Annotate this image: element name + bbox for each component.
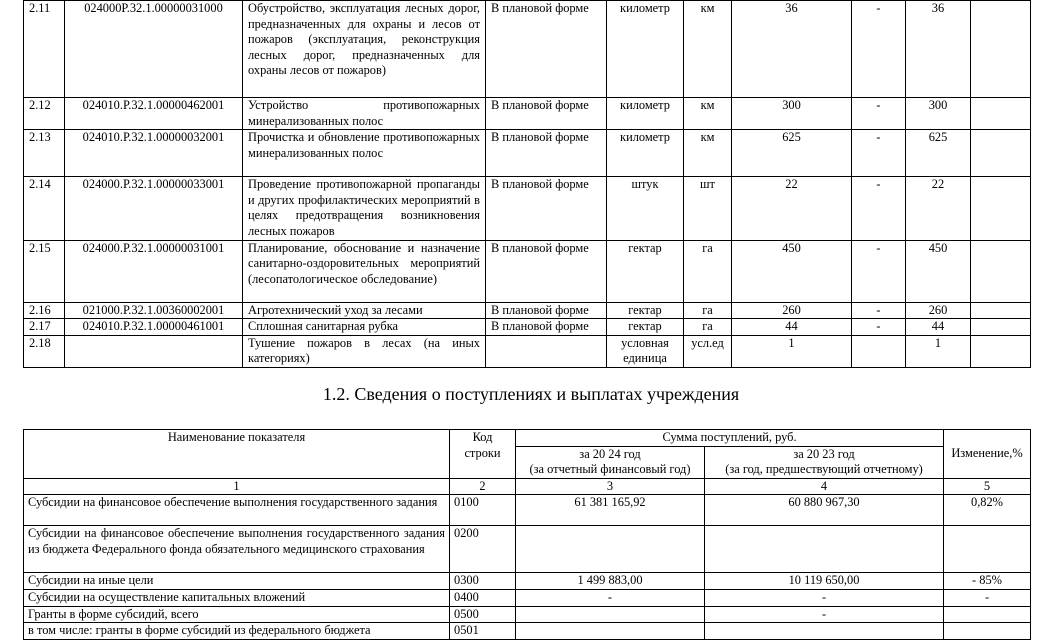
- activity-name: Прочистка и обновление противопожарных минерализованных полос: [243, 130, 486, 177]
- activity-name: Планирование, обоснование и назначение санитарно-оздоровительных мероприятий (лесопатологическое обследование): [243, 240, 486, 302]
- activity-plan: 36: [732, 1, 852, 98]
- activity-form: В плановой форме: [486, 130, 607, 177]
- activity-number: 2.13: [24, 130, 65, 177]
- receipt-name: Субсидии на финансовое обеспечение выполнения государственного задания из бюджета Федерального фонда обязательного медицинского страхования: [24, 526, 450, 573]
- receipt-2024: [516, 606, 705, 623]
- activity-row: [24, 319, 1031, 336]
- activity-empty: [971, 98, 1031, 130]
- activity-code: 024010.Р.32.1.00000461001: [65, 319, 243, 336]
- activity-empty: [971, 319, 1031, 336]
- activity-deviation: [852, 335, 906, 367]
- receipt-row: [24, 606, 1031, 623]
- activity-code: 024010.Р.32.1.00000462001: [65, 98, 243, 130]
- activity-row: [24, 335, 1031, 367]
- receipt-name: Субсидии на финансовое обеспечение выполнения государственного задания: [24, 495, 450, 526]
- receipts-table: [23, 429, 1031, 640]
- section-title: 1.2. Сведения о поступлениях и выплатах учреждения: [322, 384, 740, 404]
- receipt-2024: -: [516, 589, 705, 606]
- activity-unit-short: усл.ед: [684, 335, 732, 367]
- activity-unit: гектар: [607, 240, 684, 302]
- activity-unit-short: га: [684, 319, 732, 336]
- column-numbers-row: [24, 478, 1031, 495]
- activity-unit: километр: [607, 1, 684, 98]
- activity-code: 024000.Р.32.1.00000033001: [65, 177, 243, 240]
- activity-fact: 300: [906, 98, 971, 130]
- activities-table: [23, 0, 1031, 368]
- receipt-row: [24, 623, 1031, 640]
- col-number: 3: [516, 478, 705, 495]
- activity-plan: 44: [732, 319, 852, 336]
- activity-deviation: -: [852, 302, 906, 319]
- receipt-2024: 61 381 165,92: [516, 495, 705, 526]
- activity-fact: 625: [906, 130, 971, 177]
- receipt-2023: 60 880 967,30: [705, 495, 944, 526]
- receipt-2024: [516, 526, 705, 573]
- activity-row: [24, 98, 1031, 130]
- header-2024: [516, 446, 705, 478]
- receipt-code: 0501: [450, 623, 516, 640]
- activity-empty: [971, 1, 1031, 98]
- receipt-row: [24, 495, 1031, 526]
- header-name: Наименование показателя: [24, 430, 450, 479]
- activity-form: В плановой форме: [486, 240, 607, 302]
- header-2024-year: за 20 24 год: [579, 446, 641, 461]
- receipt-change: 0,82%: [944, 495, 1031, 526]
- activity-unit: условная единица: [607, 335, 684, 367]
- activity-unit-short: га: [684, 240, 732, 302]
- receipt-row: [24, 589, 1031, 606]
- activity-number: 2.15: [24, 240, 65, 302]
- receipt-2023: 10 119 650,00: [705, 573, 944, 590]
- receipt-change: - 85%: [944, 573, 1031, 590]
- activity-unit: гектар: [607, 319, 684, 336]
- activity-deviation: -: [852, 177, 906, 240]
- activity-plan: 22: [732, 177, 852, 240]
- activity-empty: [971, 130, 1031, 177]
- activity-deviation: -: [852, 130, 906, 177]
- activity-empty: [971, 177, 1031, 240]
- activity-deviation: -: [852, 1, 906, 98]
- receipt-name: Гранты в форме субсидий, всего: [24, 606, 450, 623]
- header-2023-sub: (за год, предшествующий отчетному): [725, 462, 923, 477]
- activity-plan: 450: [732, 240, 852, 302]
- activity-number: 2.11: [24, 1, 65, 98]
- activity-row: [24, 130, 1031, 177]
- receipt-2024: 1 499 883,00: [516, 573, 705, 590]
- activity-unit-short: км: [684, 1, 732, 98]
- receipt-code: 0400: [450, 589, 516, 606]
- activity-plan: 260: [732, 302, 852, 319]
- header-sum: Сумма поступлений, руб.: [516, 430, 944, 447]
- activity-unit: километр: [607, 130, 684, 177]
- activity-fact: 450: [906, 240, 971, 302]
- activity-code: 024010.Р.32.1.00000032001: [65, 130, 243, 177]
- activity-unit-short: км: [684, 98, 732, 130]
- receipt-code: 0200: [450, 526, 516, 573]
- activity-name: Тушение пожаров в лесах (на иных категориях): [243, 335, 486, 367]
- activity-name: Сплошная санитарная рубка: [243, 319, 486, 336]
- col-number: 4: [705, 478, 944, 495]
- header-2024-sub: (за отчетный финансовый год): [529, 462, 691, 477]
- activity-fact: 260: [906, 302, 971, 319]
- activity-code: 024000Р.32.1.00000031000: [65, 1, 243, 98]
- activity-name: Проведение противопожарной пропаганды и других профилактических мероприятий в целях предотвращения возникновения лесных пожаров: [243, 177, 486, 240]
- activity-empty: [971, 335, 1031, 367]
- receipts-body: [24, 495, 1031, 639]
- header-2023-year: за 20 23 год: [793, 446, 855, 461]
- activity-code: 024000.Р.32.1.00000031001: [65, 240, 243, 302]
- activity-plan: 625: [732, 130, 852, 177]
- activity-unit-short: км: [684, 130, 732, 177]
- receipt-2023: [705, 623, 944, 640]
- receipt-2023: [705, 526, 944, 573]
- activity-fact: 36: [906, 1, 971, 98]
- activity-unit: километр: [607, 98, 684, 130]
- receipt-2023: -: [705, 606, 944, 623]
- activity-code: 021000.Р.32.1.00360002001: [65, 302, 243, 319]
- receipt-code: 0300: [450, 573, 516, 590]
- activity-row: [24, 1, 1031, 98]
- activity-number: 2.12: [24, 98, 65, 130]
- receipt-row: [24, 573, 1031, 590]
- activity-fact: 44: [906, 319, 971, 336]
- receipt-row: [24, 526, 1031, 573]
- activity-empty: [971, 302, 1031, 319]
- receipt-2023: -: [705, 589, 944, 606]
- header-code: Код строки: [450, 430, 516, 479]
- col-number: 2: [450, 478, 516, 495]
- receipt-code: 0100: [450, 495, 516, 526]
- activity-form: В плановой форме: [486, 177, 607, 240]
- activity-code: [65, 335, 243, 367]
- activity-unit-short: га: [684, 302, 732, 319]
- receipt-change: [944, 623, 1031, 640]
- activity-plan: 1: [732, 335, 852, 367]
- receipt-change: [944, 606, 1031, 623]
- activity-number: 2.16: [24, 302, 65, 319]
- receipt-name: в том числе: гранты в форме субсидий из федерального бюджета: [24, 623, 450, 640]
- receipt-name: Субсидии на иные цели: [24, 573, 450, 590]
- activities-body: [24, 1, 1031, 368]
- activity-form: В плановой форме: [486, 98, 607, 130]
- activity-deviation: -: [852, 98, 906, 130]
- activity-unit: штук: [607, 177, 684, 240]
- activity-unit-short: шт: [684, 177, 732, 240]
- col-number: 1: [24, 478, 450, 495]
- activity-empty: [971, 240, 1031, 302]
- activity-number: 2.18: [24, 335, 65, 367]
- header-row-1: [24, 430, 1031, 447]
- activity-row: [24, 240, 1031, 302]
- receipt-2024: [516, 623, 705, 640]
- receipt-code: 0500: [450, 606, 516, 623]
- activity-form: В плановой форме: [486, 319, 607, 336]
- activity-form: В плановой форме: [486, 302, 607, 319]
- activity-form: [486, 335, 607, 367]
- header-change: Изменение,%: [944, 430, 1031, 479]
- activity-number: 2.14: [24, 177, 65, 240]
- activity-row: [24, 177, 1031, 240]
- receipt-name: Субсидии на осуществление капитальных вложений: [24, 589, 450, 606]
- activity-deviation: -: [852, 240, 906, 302]
- activity-unit: гектар: [607, 302, 684, 319]
- activity-deviation: -: [852, 319, 906, 336]
- receipt-change: [944, 526, 1031, 573]
- activity-fact: 1: [906, 335, 971, 367]
- activity-name: Агротехнический уход за лесами: [243, 302, 486, 319]
- activity-name: Обустройство, эксплуатация лесных дорог, предназначенных для охраны и лесов от пожаров (эксплуатация, реконструкция лесных дорог, предназначенных для охраны лесов от пожаров): [243, 1, 486, 98]
- col-number: 5: [944, 478, 1031, 495]
- receipt-change: -: [944, 589, 1031, 606]
- header-2023: [705, 446, 944, 478]
- activity-number: 2.17: [24, 319, 65, 336]
- activity-fact: 22: [906, 177, 971, 240]
- activity-plan: 300: [732, 98, 852, 130]
- activity-name: Устройство противопожарных минерализованных полос: [243, 98, 486, 130]
- activity-row: [24, 302, 1031, 319]
- activity-form: В плановой форме: [486, 1, 607, 98]
